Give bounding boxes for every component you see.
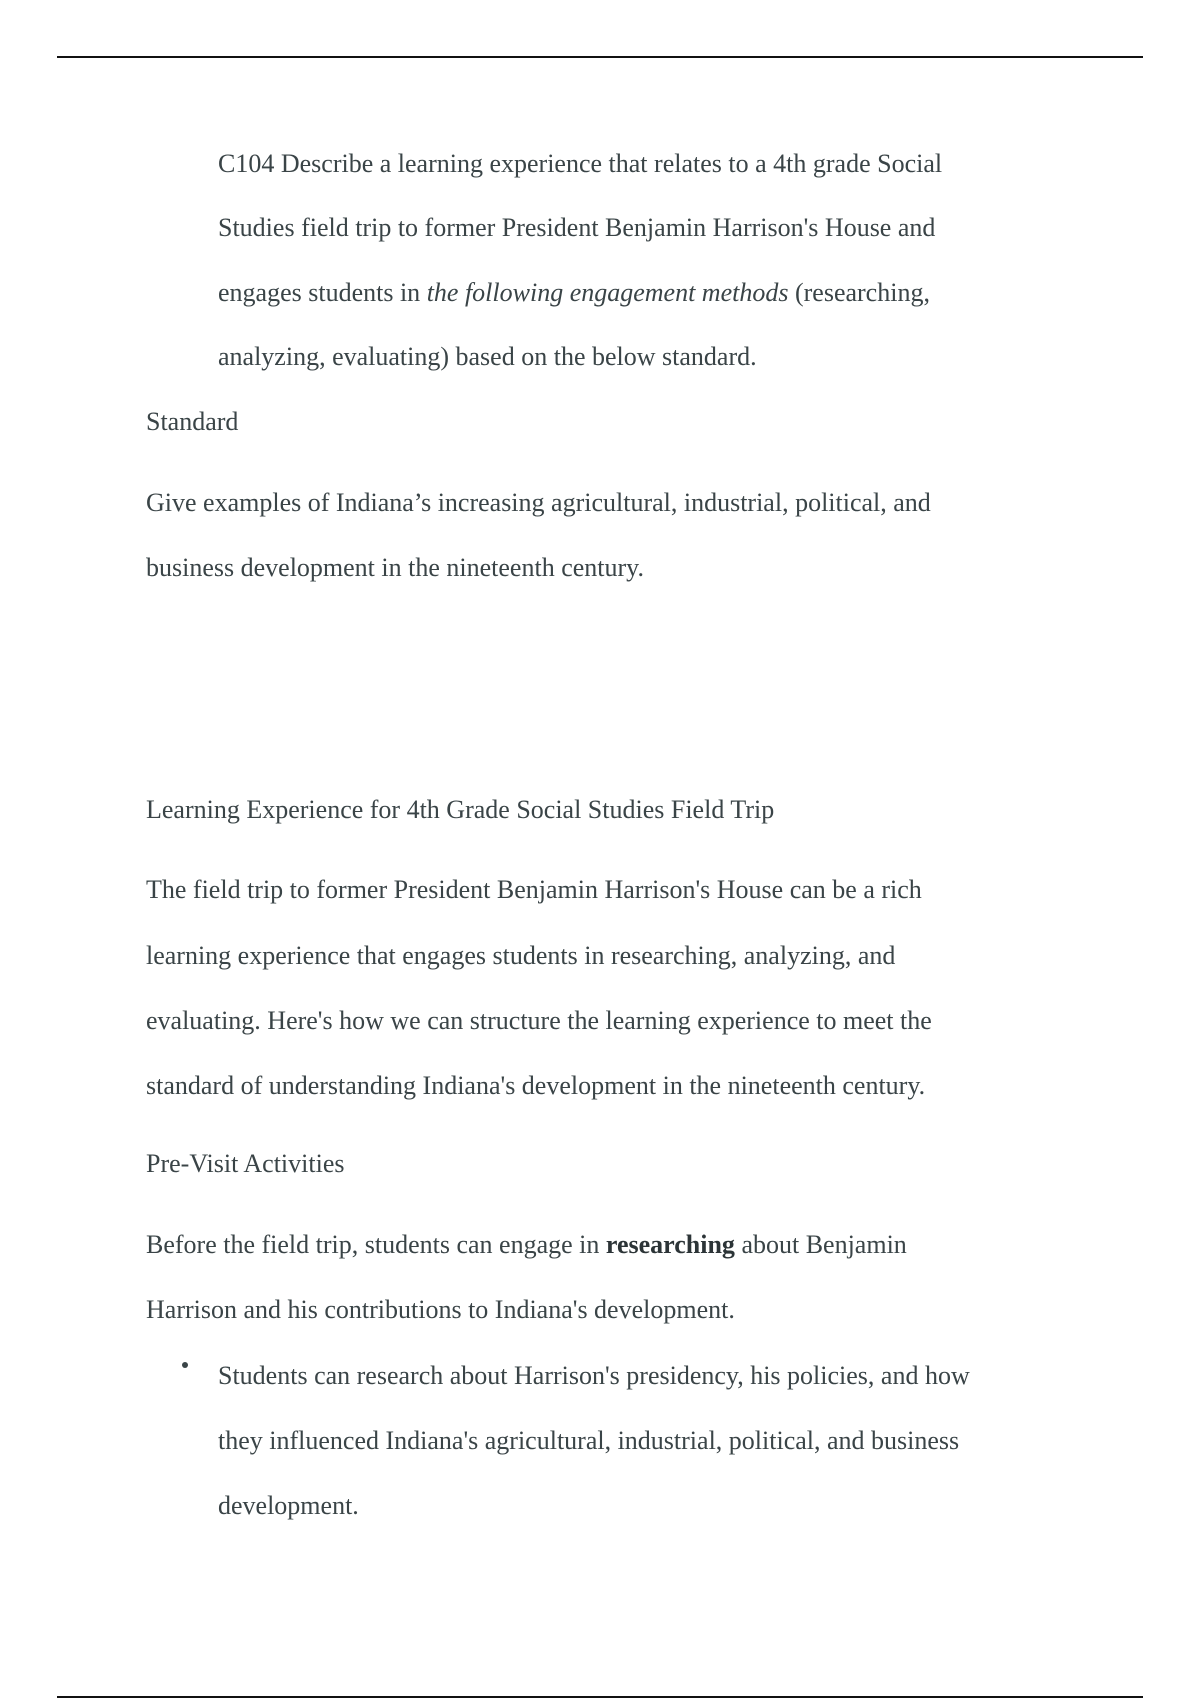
- pre-visit-line-1-start: Before the field trip, students can engage in: [146, 1230, 606, 1259]
- standard-line-2: business development in the nineteenth century.: [146, 553, 644, 582]
- bottom-rule: [57, 1696, 1143, 1698]
- learning-line-1: The field trip to former President Benjamin Harrison's House can be a rich: [146, 875, 922, 904]
- learning-line-3: evaluating. Here's how we can structure the learning experience to meet the: [146, 1006, 932, 1035]
- prompt-line-3-end: (researching,: [788, 278, 930, 307]
- pre-visit-line-1-end: about Benjamin: [734, 1230, 907, 1259]
- prompt-emphasis: the following engagement methods: [426, 278, 789, 307]
- standard-line-1: Give examples of Indiana’s increasing agricultural, industrial, political, and: [146, 488, 931, 517]
- learning-line-2: learning experience that engages students in researching, analyzing, and: [146, 941, 896, 970]
- bullet-dot-icon: [182, 1362, 188, 1368]
- prompt-line-3-start: engages students in: [218, 278, 427, 307]
- prompt-line-2: Studies field trip to former President Benjamin Harrison's House and: [218, 213, 936, 242]
- pre-visit-heading: Pre-Visit Activities: [146, 1149, 345, 1178]
- researching-bold: researching: [605, 1230, 735, 1259]
- prompt-line-4: analyzing, evaluating) based on the below standard.: [218, 342, 757, 371]
- standard-heading: Standard: [146, 407, 239, 436]
- learning-experience-heading: Learning Experience for 4th Grade Social Studies Field Trip: [146, 795, 775, 824]
- bullet-line-2: they influenced Indiana's agricultural, industrial, political, and business: [218, 1426, 960, 1455]
- bullet-line-3: development.: [218, 1491, 359, 1520]
- bullet-line-1: Students can research about Harrison's presidency, his policies, and how: [218, 1361, 970, 1390]
- prompt-line-3: [218, 276, 930, 310]
- top-rule: [57, 56, 1143, 58]
- pre-visit-line-2: Harrison and his contributions to Indiana's development.: [146, 1295, 735, 1324]
- learning-line-4: standard of understanding Indiana's development in the nineteenth century.: [146, 1071, 926, 1100]
- prompt-line-1: C104 Describe a learning experience that relates to a 4th grade Social: [218, 149, 943, 178]
- pre-visit-line-1: [146, 1228, 907, 1262]
